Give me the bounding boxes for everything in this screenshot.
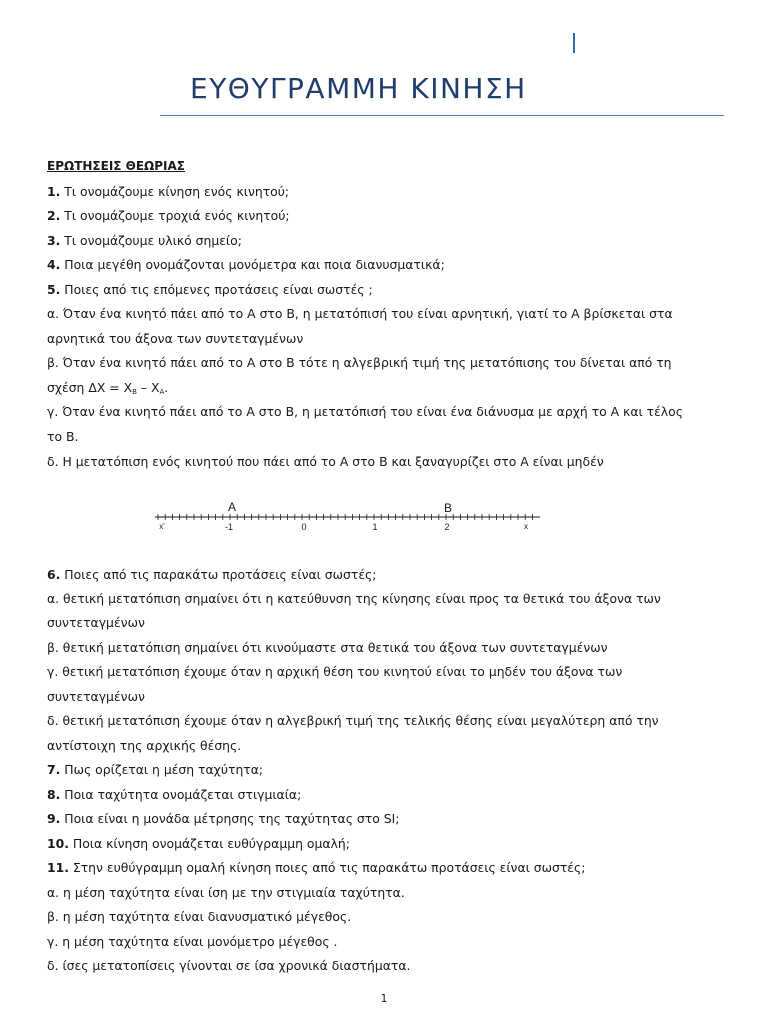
option-11a: α. η μέση ταχύτητα είναι ίση με την στιγμιαία ταχύτητα. xyxy=(47,885,405,900)
option-11c: γ. η μέση ταχύτητα είναι μονόμετρο μέγεθος . xyxy=(47,934,338,949)
question-5 xyxy=(47,282,373,298)
formula-subscript-b: B xyxy=(132,388,137,396)
point-b-label: B xyxy=(443,501,453,515)
section-heading: ΕΡΩΤΗΣΕΙΣ ΘΕΩΡΙΑΣ xyxy=(47,159,185,173)
tick-label: 1 xyxy=(372,522,378,532)
question-9 xyxy=(47,811,399,827)
option-5b-line-1: β. Όταν ένα κινητό πάει από το Α στο Β τότε η αλγεβρική τιμή της μετατόπισης του δίνεται από τη xyxy=(47,355,672,370)
question-number: 5. xyxy=(47,282,61,297)
question-11 xyxy=(47,860,585,876)
option-11d: δ. ίσες μετατοπίσεις γίνονται σε ίσα χρονικά διαστήματα. xyxy=(47,958,411,973)
formula-prefix: σχέση ΔX = X xyxy=(47,380,133,395)
tick-label: -1 xyxy=(224,522,234,532)
question-number: 1. xyxy=(47,184,61,199)
question-number: 3. xyxy=(47,233,61,248)
question-text: Πως ορίζεται η μέση ταχύτητα; xyxy=(60,762,264,777)
formula-suffix: . xyxy=(164,380,169,395)
question-text: Ποιες από τις παρακάτω προτάσεις είναι σωστές; xyxy=(60,567,377,582)
question-number: 8. xyxy=(47,787,61,802)
question-number: 10. xyxy=(47,836,69,851)
point-a-label: A xyxy=(227,500,237,514)
option-5c-line-1: γ. Όταν ένα κινητό πάει από το Α στο Β, η μετατόπισή του είναι ένα διάνυσμα με αρχή το Α και τέλος xyxy=(47,404,683,419)
option-6c-line-2: συντεταγμένων xyxy=(47,689,145,704)
axis-left-end-label: x' xyxy=(159,522,165,531)
option-6a-line-1: α. θετική μετατόπιση σημαίνει ότι η κατεύθυνση της κίνησης είναι προς τα θετικά του άξονα των xyxy=(47,591,661,606)
question-text: Ποια κίνηση ονομάζεται ευθύγραμμη ομαλή; xyxy=(68,836,350,851)
option-6b: β. θετική μετατόπιση σημαίνει ότι κινούμαστε στα θετικά του άξονα των συντεταγμένων xyxy=(47,640,608,655)
axis-right-end-label: x xyxy=(524,522,528,531)
question-number: 2. xyxy=(47,208,61,223)
page-title: ΕΥΘΥΓΡΑΜΜΗ ΚΙΝΗΣΗ xyxy=(190,72,527,105)
question-2 xyxy=(47,208,290,224)
option-11b: β. η μέση ταχύτητα είναι διανυσματικό μέγεθος. xyxy=(47,909,352,924)
question-text: Ποια μεγέθη ονομάζονται μονόμετρα και ποια διανυσματικά; xyxy=(60,257,445,272)
question-text: Ποιες από τις επόμενες προτάσεις είναι σωστές ; xyxy=(60,282,373,297)
question-4 xyxy=(47,257,445,273)
question-text: Στην ευθύγραμμη ομαλή κίνηση ποιες από τις παρακάτω προτάσεις είναι σωστές; xyxy=(68,860,586,875)
tick-label: 0 xyxy=(301,522,307,532)
question-number: 6. xyxy=(47,567,61,582)
option-5a-line-2: αρνητικά του άξονα των συντεταγμένων xyxy=(47,331,304,346)
formula-middle: – X xyxy=(136,380,160,395)
page-number: 1 xyxy=(380,992,388,1005)
option-6d-line-1: δ. θετική μετατόπιση έχουμε όταν η αλγεβρική τιμή της τελικής θέσης είναι μεγαλύτερη από την xyxy=(47,713,659,728)
question-6 xyxy=(47,567,376,583)
option-6d-line-2: αντίστοιχη της αρχικής θέσης. xyxy=(47,738,242,753)
option-5c-line-2: το Β. xyxy=(47,429,79,444)
question-text: Ποια είναι η μονάδα μέτρησης της ταχύτητας στο SI; xyxy=(60,811,400,826)
formula-subscript-a: A xyxy=(159,388,165,396)
question-text: Τι ονομάζουμε κίνηση ενός κινητού; xyxy=(60,184,290,199)
title-underline-rule xyxy=(160,115,724,116)
question-text: Ποια ταχύτητα ονομάζεται στιγμιαία; xyxy=(60,787,302,802)
question-number: 7. xyxy=(47,762,61,777)
question-1 xyxy=(47,184,289,200)
number-line-figure xyxy=(150,496,550,536)
question-number: 4. xyxy=(47,257,61,272)
question-3 xyxy=(47,233,242,249)
question-10 xyxy=(47,836,350,852)
question-7 xyxy=(47,762,263,778)
question-number: 11. xyxy=(47,860,69,875)
question-8 xyxy=(47,787,301,803)
question-number: 9. xyxy=(47,811,61,826)
question-text: Τι ονομάζουμε τροχιά ενός κινητού; xyxy=(60,208,290,223)
option-6c-line-1: γ. θετική μετατόπιση έχουμε όταν η αρχική θέση του κινητού είναι το μηδέν του άξονα των xyxy=(47,664,623,679)
option-6a-line-2: συντεταγμένων xyxy=(47,615,145,630)
question-text: Τι ονομάζουμε υλικό σημείο; xyxy=(60,233,242,248)
text-cursor-marker xyxy=(573,33,575,53)
option-5a-line-1: α. Όταν ένα κινητό πάει από το Α στο Β, η μετατόπισή του είναι αρνητική, γιατί το Α βρίσκεται στα xyxy=(47,306,673,321)
option-5b-formula-line xyxy=(47,380,168,400)
option-5d: δ. Η μετατόπιση ενός κινητού που πάει από το Α στο Β και ξαναγυρίζει στο Α είναι μηδέν xyxy=(47,454,604,469)
tick-label: 2 xyxy=(444,522,450,532)
